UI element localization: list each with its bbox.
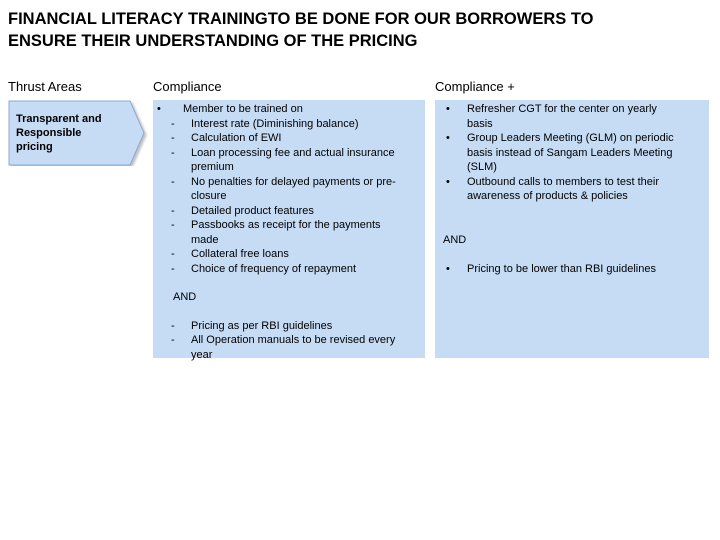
compliance-and: AND [173,291,197,303]
compliance-plus-item: Group Leaders Meeting (GLM) on periodic [467,132,674,144]
dash-marker: - [171,204,175,217]
compliance-item: Interest rate (Diminishing balance) [191,117,359,130]
dash-marker: - [171,334,175,346]
thrust-area-label: Transparent and Responsible pricing [16,113,102,153]
compliance-plus-item-cont: awareness of products & policies [467,190,628,202]
compliance-plus-item: Refresher CGT for the center on yearly [467,103,657,115]
compliance-item: No penalties for delayed payments or pre- [191,175,396,188]
compliance-item: All Operation manuals to be revised every [191,334,396,346]
dash-marker: - [171,262,175,275]
bullet-marker: • [446,103,450,115]
compliance-plus-item-cont: basis [467,117,493,130]
dash-marker: - [171,146,175,159]
dash-marker: - [171,219,175,231]
dash-marker: - [171,132,175,144]
compliance-item: Calculation of EWI [191,132,282,144]
dash-marker: - [171,248,175,260]
compliance-plus-item: Pricing to be lower than RBI guidelines [467,262,656,275]
header-compliance: Compliance [153,79,222,94]
title-line-1: FINANCIAL LITERACY TRAININGTO BE DONE FOR OUR BORROWERS TO [8,10,594,28]
compliance-plus-panel [435,100,709,358]
compliance-item: Loan processing fee and actual insurance [191,146,395,159]
compliance-item-cont: closure [191,190,227,202]
compliance-plus-item-cont: (SLM) [467,161,497,173]
compliance-panel [153,100,425,361]
compliance-item: Passbooks as receipt for the payments [191,219,381,231]
compliance-plus-item: Outbound calls to members to test their [467,175,659,188]
compliance-item: Pricing as per RBI guidelines [191,319,333,332]
compliance-item-cont: premium [191,161,234,173]
page-title [8,8,712,52]
compliance-item-cont: made [191,233,219,246]
bullet-marker: • [446,262,450,275]
compliance-item: Detailed product features [191,204,314,217]
compliance-plus-and: AND [443,233,467,246]
header-compliance-plus: Compliance + [435,79,515,94]
compliance-plus-item-cont: basis instead of Sangam Leaders Meeting [467,146,673,159]
dash-marker: - [171,117,175,130]
compliance-item: Choice of frequency of repayment [191,262,357,275]
compliance-item: Collateral free loans [191,248,289,260]
thrust-area-arrow [8,100,148,166]
bullet-marker: • [446,175,450,188]
dash-marker: - [171,175,175,188]
title-line-2: ENSURE THEIR UNDERSTANDING OF THE PRICING [8,32,418,50]
compliance-item-cont: year [191,348,213,361]
dash-marker: - [171,319,175,332]
bullet-marker: • [446,132,450,144]
header-thrust-areas: Thrust Areas [8,79,82,94]
compliance-intro: Member to be trained on [183,103,303,115]
bullet-marker: • [157,103,161,115]
